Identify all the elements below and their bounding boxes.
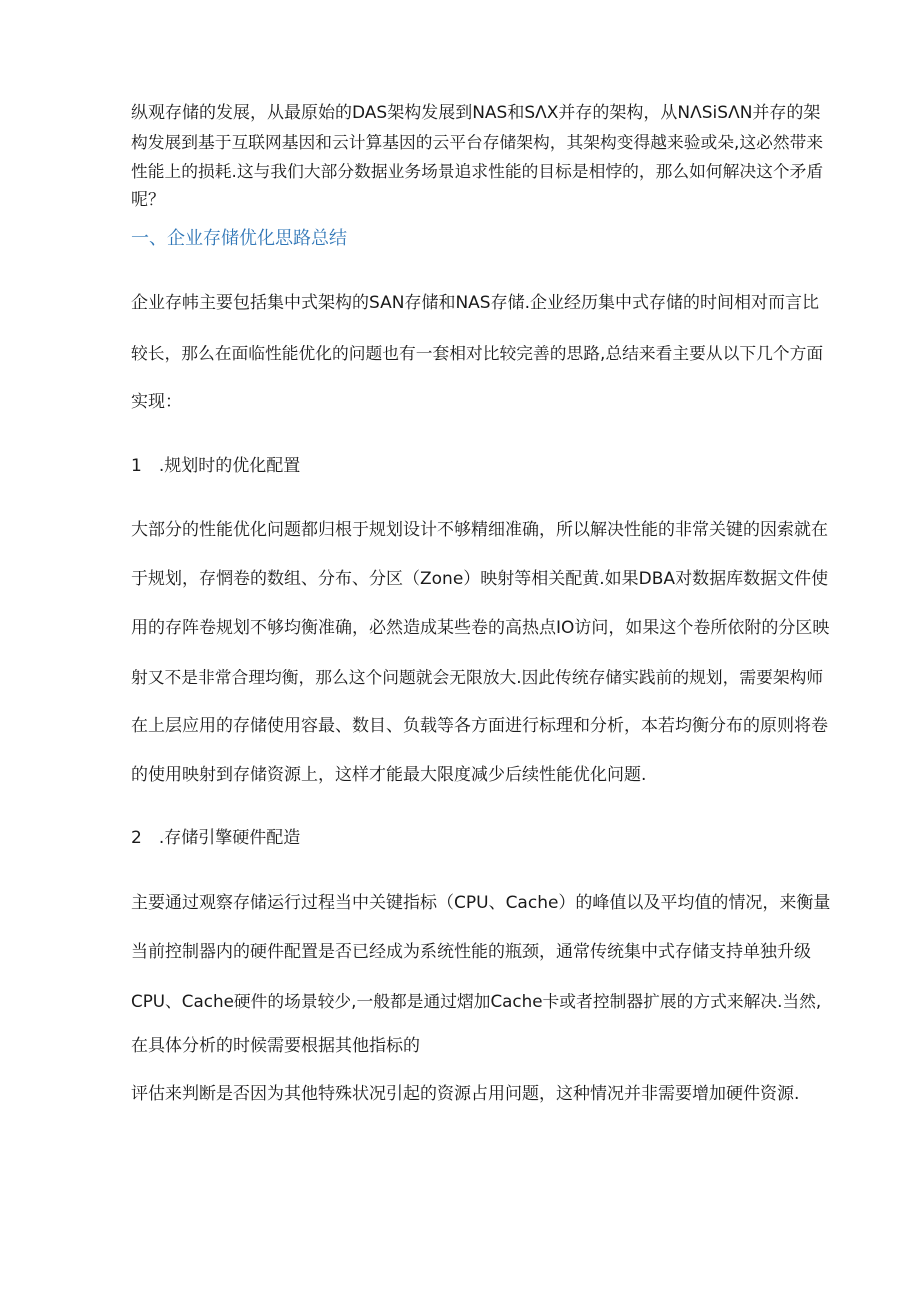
section-body-line-2: 较长，那么在面临性能优化的问题也有一套相对比较完善的思路,总结来看主要从以下几个方面 [131,343,824,363]
subsection-2-title: 2 .存储引擎硬件配造 [131,828,301,848]
intro-line-2: 构发展到基于互联网基因和云计算基因的云平台存储架构，其架构变得越来验或朵,这必然带来 [131,132,824,152]
intro-line-1: 纵观存储的发展，从最原始的DAS架构发展到NAS和SΛX并存的架构，从NΛSiSΛN并存的架 [131,103,821,123]
intro-line-4: 呢？ [131,190,165,210]
section-heading: 一、企业存储优化思路总结 [131,228,347,249]
subsection-1-title: 1 .规划时的优化配置 [131,456,301,476]
section-body-line-3: 实现： [131,392,182,412]
subsection-2-line-3: CPU、Cache硬件的场景较少,一般都是通过熠加Cache卡或者控制器扩展的方式来解决.当然, [131,991,822,1011]
subsection-1-line-1: 大部分的性能优化问题都归根于规划设计不够精细准确，所以解决性能的非常关键的因索就在 [131,520,828,540]
intro-line-3: 性能上的损耗.这与我们大部分数据业务场景追求性能的目标是相悖的，那么如何解决这个矛盾 [131,161,824,181]
subsection-1-line-5: 在上层应用的存储使用容最、数目、负载等各方面进行标理和分析，本若均衡分布的原则将卷 [131,716,828,736]
subsection-1-line-3: 用的存阵卷规划不够均衡准确，必然造成某些卷的高热点IO访问，如果这个卷所依附的分区映 [131,618,830,638]
subsection-1-line-2: 于规划，存惘卷的数组、分布、分区（Zone）映射等相关配黄.如果DBA对数据库数据文件使 [131,569,829,589]
subsection-2-line-2: 当前控制器内的硬件配置是否已经成为系统性能的瓶颈，通常传统集中式存储支持单独升级 [131,942,811,962]
subsection-2-line-4: 在具体分析的时候需要根据其他指标的 [131,1036,420,1056]
subsection-1-line-4: 射又不是非常合理均衡，那么这个问题就会无限放大.因此传统存储实践前的规划，需要架构师 [131,667,824,687]
subsection-1-line-6: 的使用映射到存储资源上，这样才能最大限度减少后续性能优化问题. [131,765,647,785]
section-body-line-1: 企业存帏主要包括集中式架构的SAN存储和NAS存储.企业经历集中式存储的时间相对而言比 [131,293,819,313]
subsection-2-line-1: 主要通过观察存储运行过程当中关键指标（CPU、Cache）的峰值以及平均值的情况，来衡量 [131,893,831,913]
subsection-2-line-5: 评估来判断是否因为其他特殊状况引起的资源占用问题，这种情况并非需要增加硬件资源. [131,1084,800,1104]
